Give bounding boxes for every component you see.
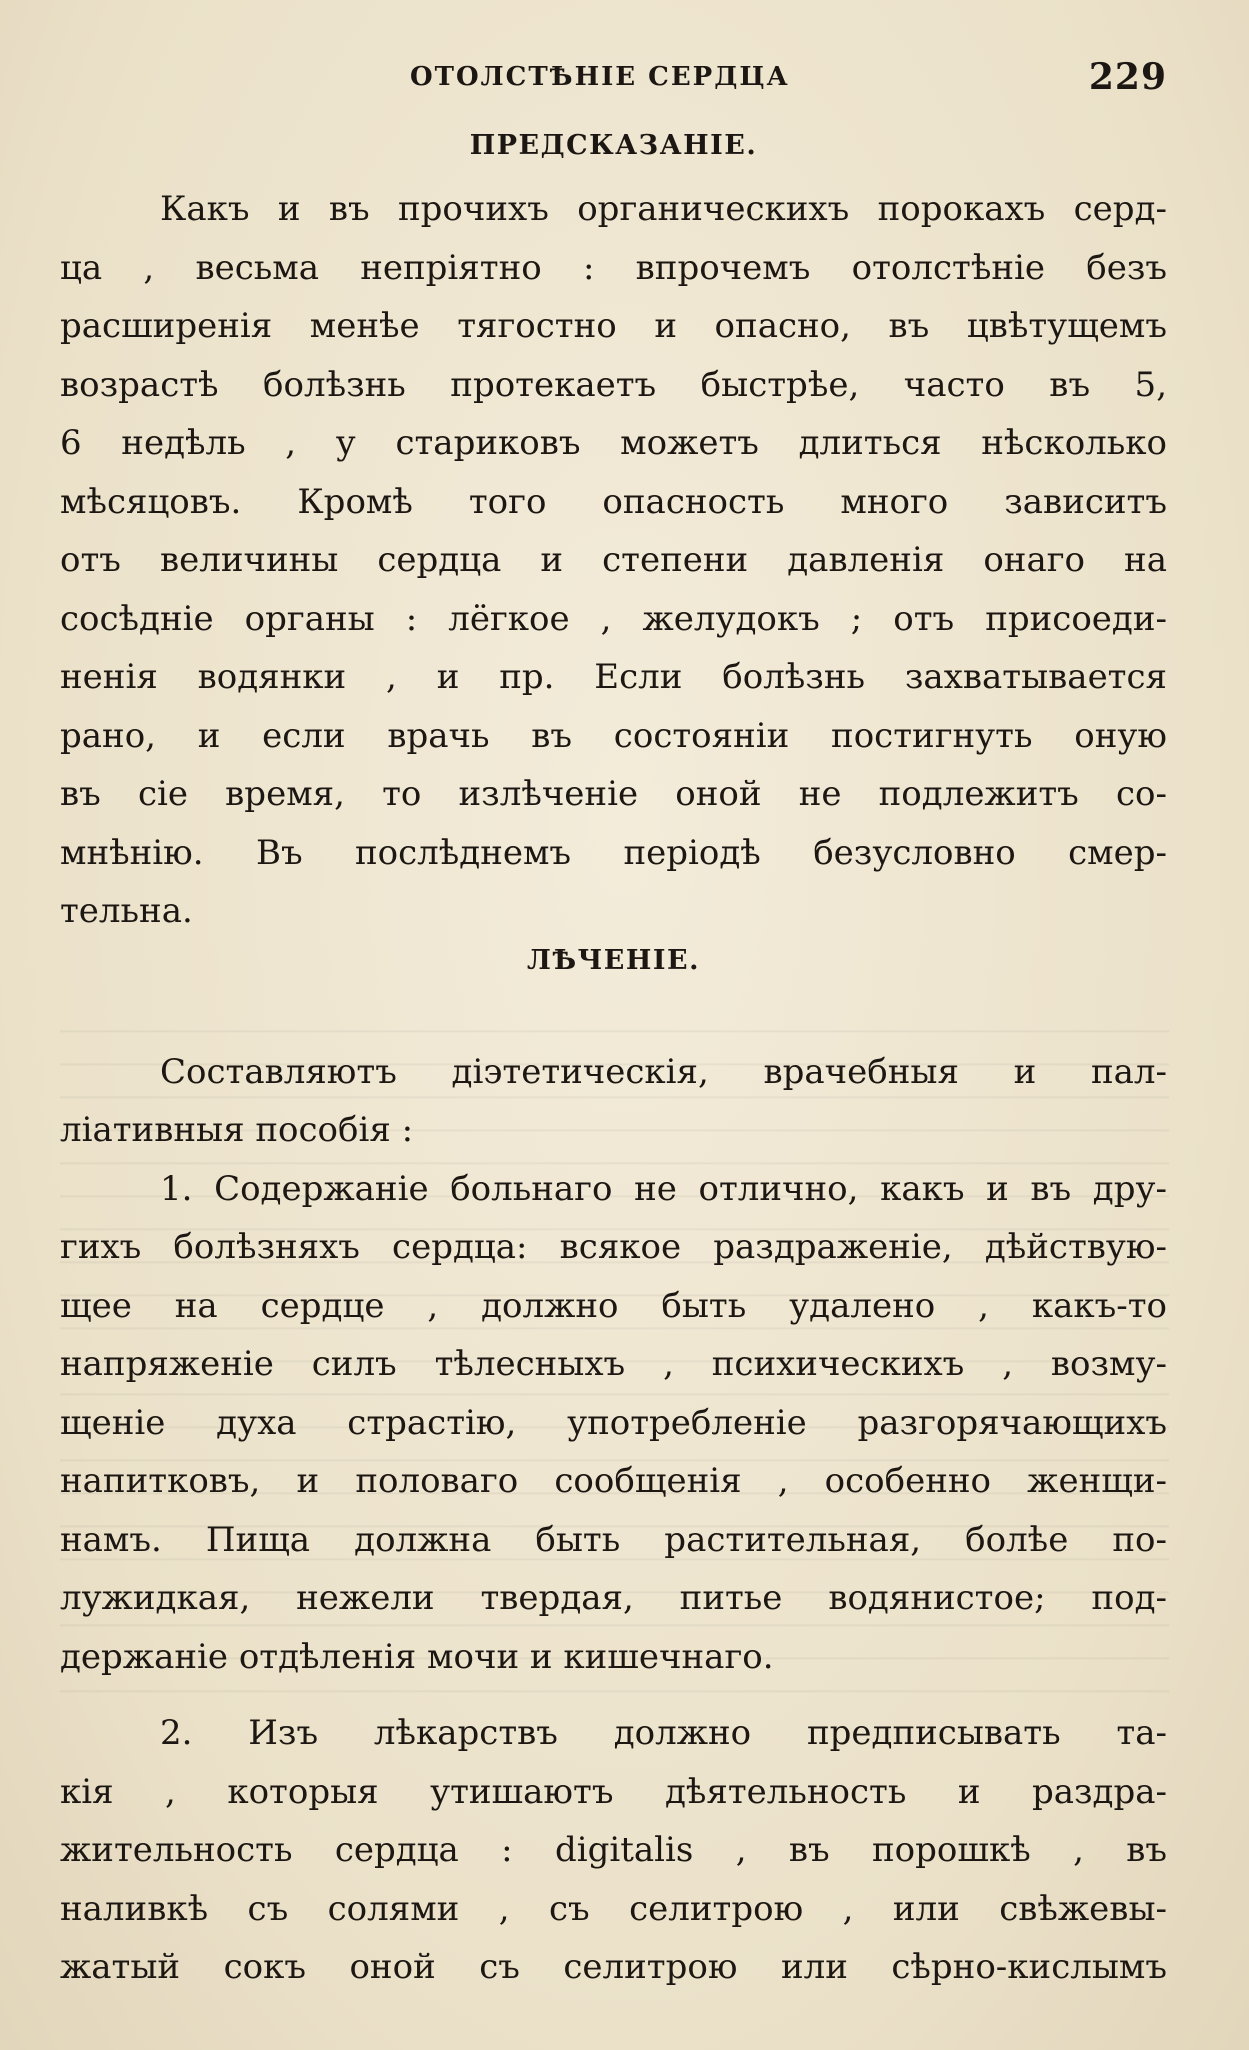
text-line: кія , которыя утишаютъ дѣятельность и раздра- — [60, 1771, 1167, 1812]
text-line: 2. Изъ лѣкарствъ должно предписывать та- — [160, 1713, 1167, 1753]
running-header — [60, 58, 1167, 106]
text-line: сосѣдніе органы : лёгкое , желудокъ ; отъ присоеди- — [60, 598, 1167, 639]
text-line: гихъ болѣзняхъ сердца: всякое раздраженіе, дѣйствую- — [60, 1227, 1167, 1267]
text-line: 6 недѣль , у стариковъ можетъ длиться нѣсколько — [60, 423, 1167, 463]
text-line: наливкѣ съ солями , съ селитрою , или свѣжевы- — [60, 1888, 1167, 1929]
text-line: напитковъ, и половаго сообщенія , особенно женщи- — [60, 1461, 1167, 1501]
text-line: возрастѣ болѣзнь протекаетъ быстрѣе, часто въ 5, — [60, 364, 1167, 405]
text-block — [60, 130, 1167, 1997]
text-line: щее на сердце , должно быть удалено , какъ-то — [60, 1285, 1167, 1326]
page-number: 229 — [1088, 56, 1167, 98]
text-line: мнѣнію. Въ послѣднемъ періодѣ безусловно смер- — [60, 832, 1167, 873]
text-line: жатый сокъ оной съ селитрою или сѣрно-кислымъ — [60, 1947, 1167, 1987]
paragraph-prognosis — [60, 180, 1167, 941]
text-line: напряженіе силъ тѣлесныхъ , психическихъ , возму- — [60, 1344, 1167, 1384]
text-line: держаніе отдѣленія мочи и кишечнаго. — [60, 1636, 774, 1677]
text-line: 1. Содержаніе больнаго не отлично, какъ и въ дру- — [160, 1168, 1167, 1209]
paragraph-item-1 — [60, 1160, 1167, 1687]
text-line: въ сіе время, то излѣченіе оной не подлежитъ со- — [60, 774, 1167, 814]
text-line: щеніе духа страстію, употребленіе разгорячающихъ — [60, 1402, 1167, 1443]
text-line: намъ. Пища должна быть растительная, болѣе по- — [60, 1519, 1167, 1560]
text-line: жительность сердца : digitalis , въ порошкѣ , въ — [60, 1830, 1167, 1870]
spacer — [60, 1686, 1167, 1704]
text-line: ліативныя пособія : — [60, 1110, 414, 1150]
running-title: ОТОЛСТѢНІЕ СЕРДЦА — [410, 62, 790, 92]
text-line: расширенія менѣе тягостно и опасно, въ цвѣтущемъ — [60, 306, 1167, 346]
text-line: Какъ и въ прочихъ органическихъ порокахъ серд- — [160, 189, 1167, 229]
text-line: тельна. — [60, 891, 193, 931]
text-line: ца , весьма непріятно : впрочемъ отолстѣніе безъ — [60, 247, 1167, 288]
paragraph-treatment-intro — [60, 1043, 1167, 1160]
text-line: мѣсяцовъ. Кромѣ того опасность много зависитъ — [60, 481, 1167, 522]
text-line: отъ величины сердца и степени давленія онаго на — [60, 540, 1167, 580]
text-line: ненія водянки , и пр. Если болѣзнь захватывается — [60, 657, 1167, 697]
spacer — [60, 1005, 1167, 1043]
text-line: Составляютъ діэтетическія, врачебныя и пал- — [160, 1051, 1167, 1092]
paragraph-item-2 — [60, 1704, 1167, 1997]
heading-prognosis: ПРЕДСКАЗАНІЕ. — [469, 130, 758, 161]
heading-treatment: ЛѢЧЕНІЕ. — [527, 944, 700, 976]
text-line: лужидкая, нежели твердая, питье водянистое; под- — [60, 1578, 1167, 1618]
text-line: рано, и если врачь въ состояніи постигнуть оную — [60, 715, 1167, 756]
